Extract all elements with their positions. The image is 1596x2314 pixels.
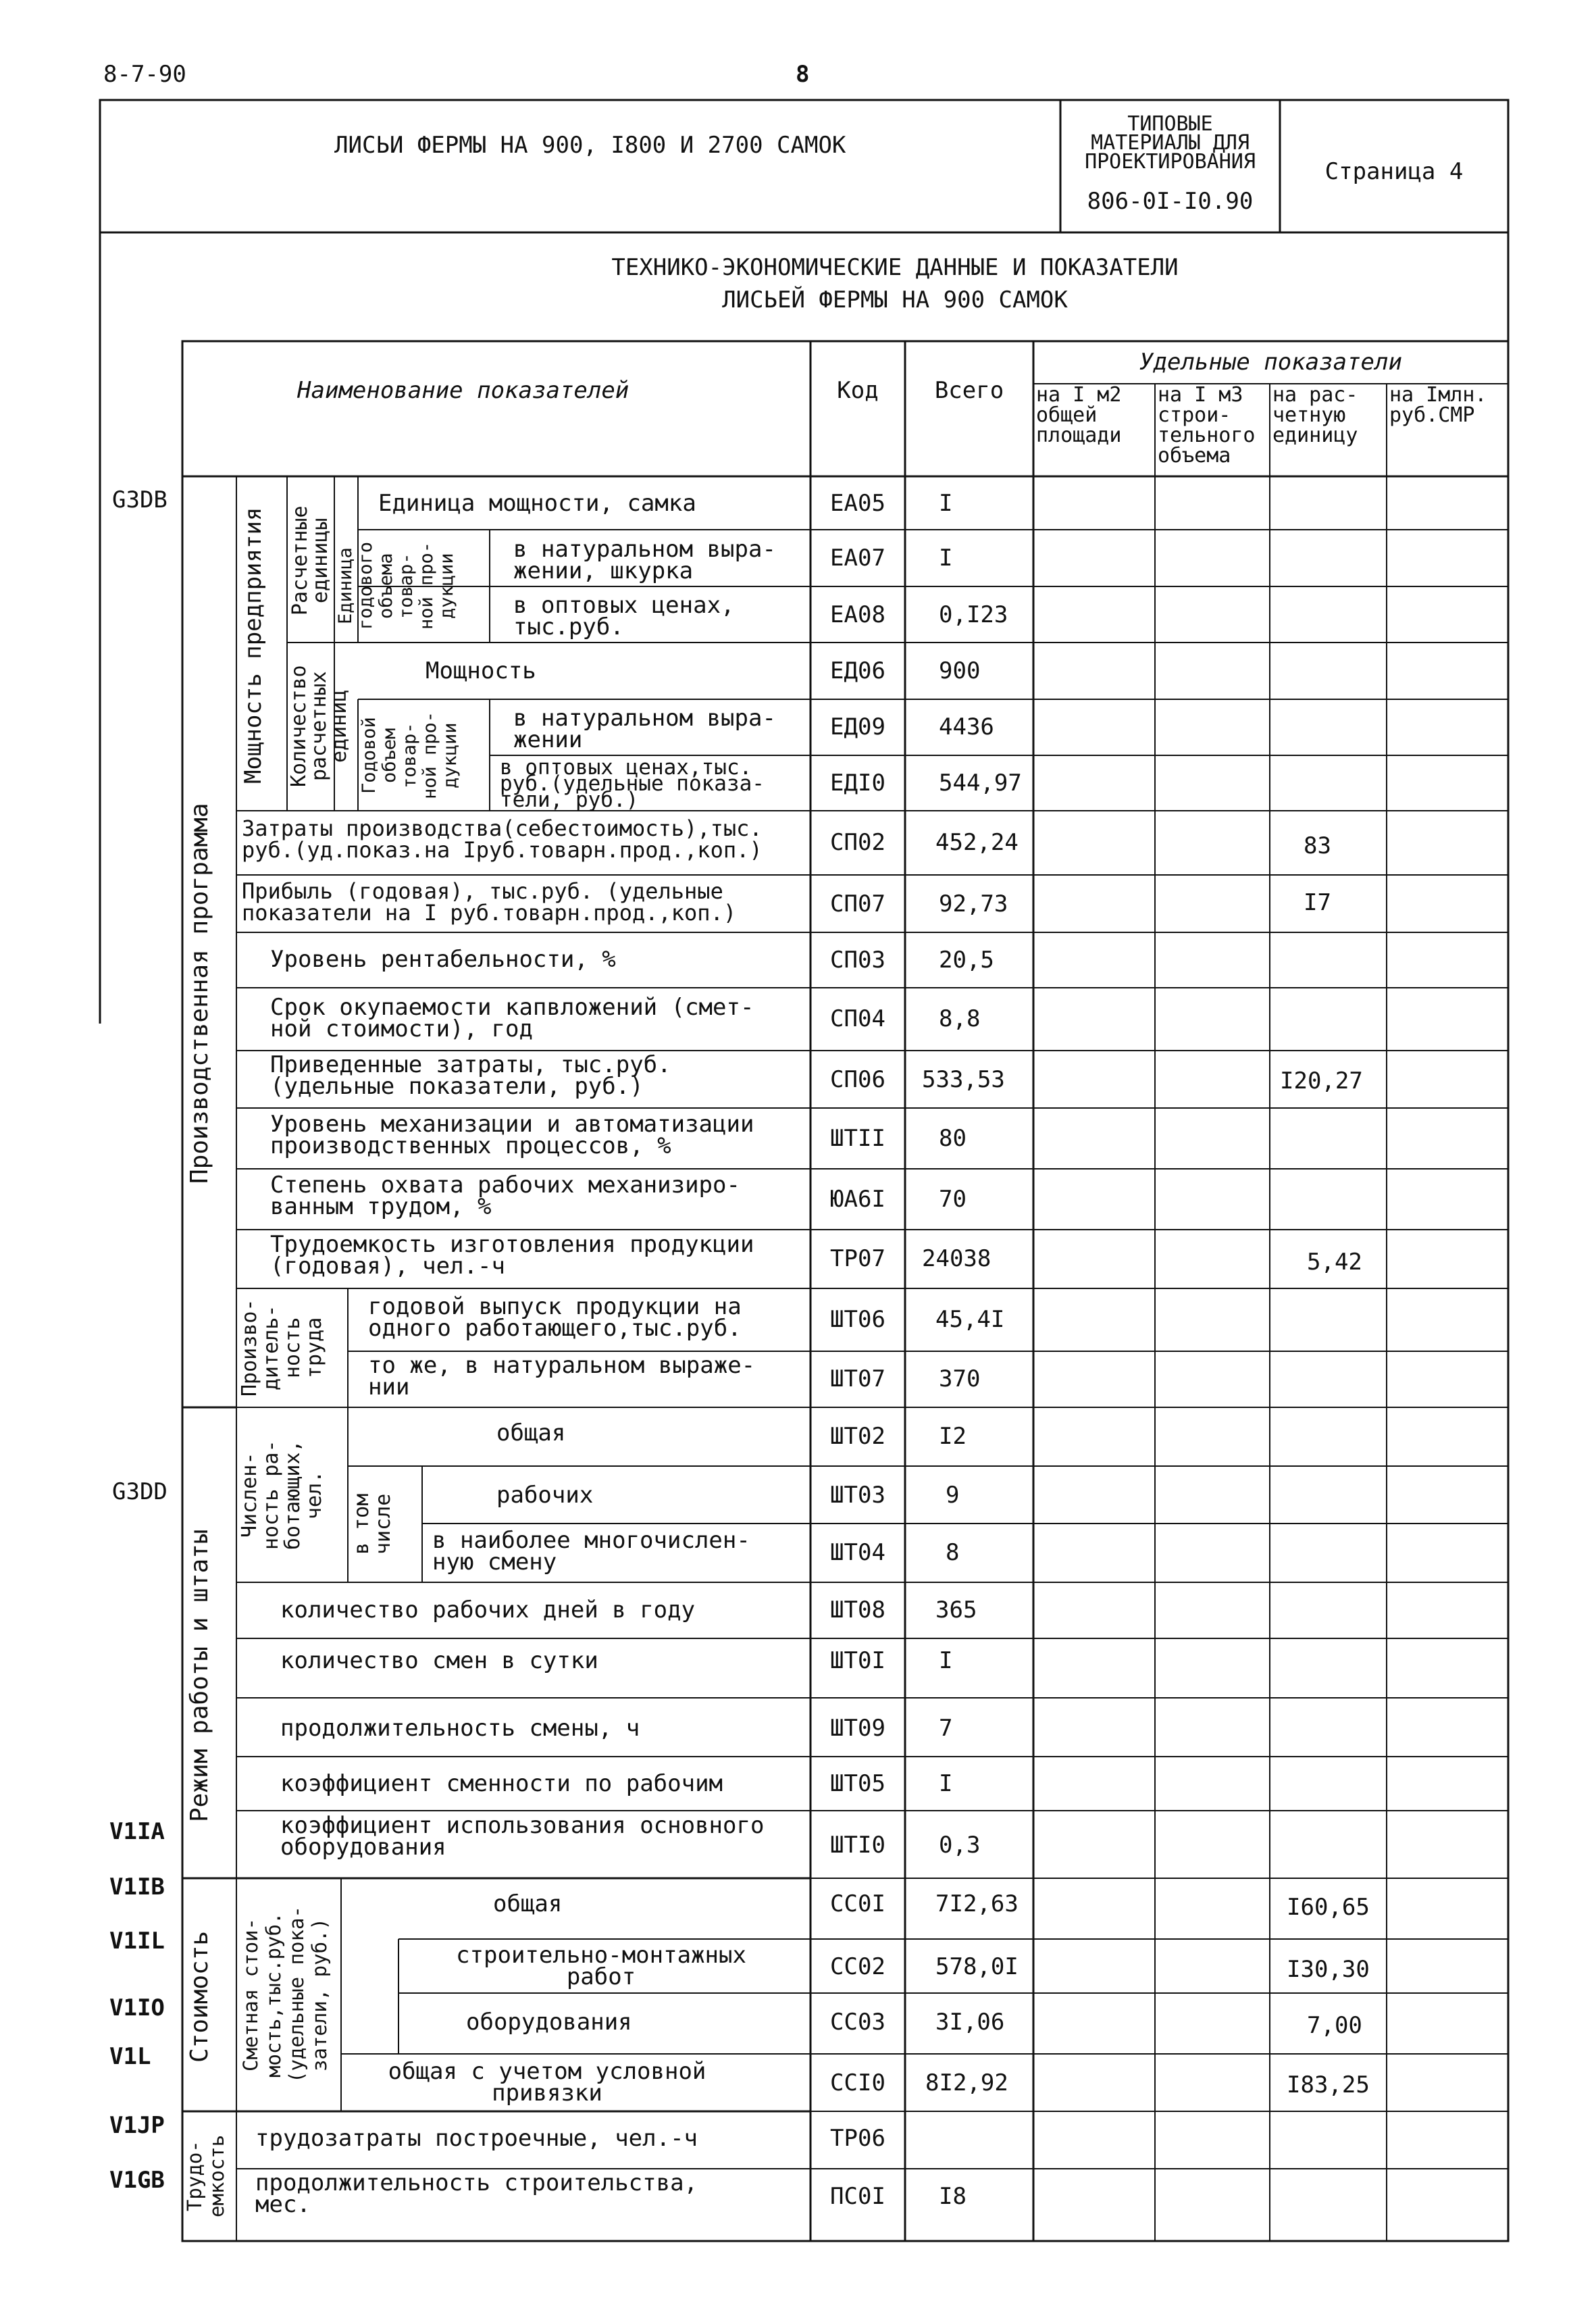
row-code: СП03	[830, 947, 885, 974]
col-header-code: Код	[837, 377, 879, 404]
row-code: ЕА07	[830, 545, 885, 572]
row-label: в оптовых ценах, тыс.руб.	[513, 592, 735, 640]
row-label: общая с учетом условной привязки	[388, 2058, 706, 2107]
col-header-specific: Удельные показатели	[1139, 349, 1402, 376]
group-regime: Режим работы и штаты	[186, 1529, 213, 1822]
side-code: V1IL	[109, 1928, 165, 1955]
row-label: оборудования	[466, 2009, 632, 2036]
row-total: 365	[935, 1596, 977, 1624]
row-code: СС0I	[830, 1890, 885, 1917]
row-code: СП02	[830, 829, 885, 856]
row-total: 7	[939, 1715, 953, 1742]
row-label: общая	[493, 1890, 563, 1917]
row-label: Уровень рентабельности, %	[270, 946, 616, 973]
row-code: ТР07	[830, 1245, 885, 1272]
side-code: V1JP	[109, 2112, 165, 2139]
row-total: I	[939, 490, 953, 517]
row-code: ССI0	[830, 2069, 885, 2096]
group-incl: в том числе	[350, 1493, 395, 1555]
row-label: общая	[496, 1419, 566, 1447]
document-title: ЛИСЬИ ФЕРМЫ НА 900, I800 И 2700 САМОК	[334, 132, 846, 159]
row-label: строительно-монтажных работ	[456, 1942, 746, 1990]
row-code: СП06	[830, 1066, 885, 1093]
row-per-unit: I7	[1304, 889, 1331, 916]
row-total: I2	[939, 1423, 967, 1450]
row-per-unit: 7,00	[1307, 2012, 1362, 2039]
group-labor: Трудо- емкость	[183, 2134, 228, 2218]
section-heading: ТЕХНИКО-ЭКОНОМИЧЕСКИЕ ДАННЫЕ И ПОКАЗАТЕЛИ	[611, 254, 1179, 281]
row-code: СП07	[830, 890, 885, 917]
row-total: 70	[939, 1186, 967, 1213]
side-code: V1GB	[109, 2167, 165, 2194]
row-label: Степень охвата рабочих механизиро- ванным трудом, %	[270, 1172, 740, 1220]
row-code: ШТ06	[830, 1306, 885, 1333]
row-label: в наиболее многочислен- ную смену	[432, 1527, 750, 1576]
row-label: продолжительность строительства, мес.	[255, 2169, 698, 2218]
group-estimated: Сметная стои- мость,тыс.руб. (удельные пока- затели, руб.)	[239, 1906, 331, 2084]
row-total: 8	[946, 1539, 960, 1566]
row-label: Прибыль (годовая), тыс.руб. (удельные показатели на I руб.товарн.прод.,коп.)	[242, 878, 737, 926]
row-per-unit: I83,25	[1287, 2071, 1370, 2098]
row-total: 8I2,92	[925, 2069, 1008, 2096]
row-code: ПС0I	[830, 2183, 885, 2210]
row-label: Приведенные затраты, тыс.руб. (удельные показатели, руб.)	[270, 1051, 671, 1100]
group-unit-annual: Единица годового объема товар- ной про- дукции	[335, 541, 457, 630]
row-total: 0,3	[939, 1832, 981, 1859]
row-total: 544,97	[939, 770, 1022, 797]
side-code: G3DD	[112, 1478, 168, 1505]
group-productivity: Произво- дитель- ность труда	[238, 1299, 326, 1397]
row-label: то же, в натуральном выраже- нии	[368, 1352, 756, 1401]
row-per-unit: I20,27	[1280, 1067, 1363, 1095]
group-annual-volume: Годовой объем товар- ной про- дукции	[359, 711, 461, 800]
row-code: ЕД09	[830, 713, 885, 740]
side-code: V1IA	[109, 1818, 165, 1845]
row-total: 578,0I	[935, 1953, 1019, 1980]
stamp-line-3: ПРОЕКТИРОВАНИЯ	[1085, 150, 1256, 174]
group-count-calc-units: Количество расчетных единиц	[287, 665, 351, 788]
col-header-per-m2: на I м2 общей площади	[1036, 383, 1122, 447]
row-per-unit: I60,65	[1287, 1894, 1370, 1921]
row-total: 900	[939, 657, 981, 684]
group-workers: Числен- ность ра- ботающих, чел.	[238, 1440, 326, 1551]
row-code: ЕДI0	[830, 770, 885, 797]
row-total: 7I2,63	[935, 1890, 1019, 1917]
row-code: ЕД06	[830, 657, 885, 684]
row-per-unit: 5,42	[1307, 1249, 1362, 1276]
col-header-name: Наименование показателей	[297, 377, 629, 404]
row-label: количество рабочих дней в году	[280, 1596, 696, 1624]
row-code: ШТ04	[830, 1539, 885, 1566]
row-label: количество смен в сутки	[280, 1647, 598, 1674]
row-label: продолжительность смены, ч	[280, 1715, 640, 1742]
row-total: 0,I23	[939, 601, 1008, 628]
row-total: 80	[939, 1125, 967, 1152]
row-code: СП04	[830, 1005, 885, 1032]
row-per-unit: I30,30	[1287, 1956, 1370, 1983]
row-label: Затраты производства(себестоимость),тыс. руб.(уд.показ.на Iруб.товарн.прод.,коп.)	[242, 815, 763, 863]
row-label: коэффициент сменности по рабочим	[280, 1770, 723, 1797]
side-code: G3DB	[112, 486, 168, 513]
row-code: ШТ09	[830, 1715, 885, 1742]
row-label: Уровень механизации и автоматизации производственных процессов, %	[270, 1111, 754, 1159]
row-code: ШТ08	[830, 1596, 885, 1624]
document-reference: 8-7-90	[103, 61, 186, 88]
row-total: 92,73	[939, 890, 1008, 917]
row-total: I	[939, 545, 953, 572]
col-header-per-unit: на рас- четную единицу	[1272, 383, 1358, 447]
stamp-line-1: ТИПОВЫЕ	[1127, 112, 1213, 136]
row-label: Трудоемкость изготовления продукции (годовая), чел.-ч	[270, 1231, 754, 1280]
row-total: 45,4I	[935, 1306, 1005, 1333]
page-number: 8	[796, 61, 810, 88]
row-code: ЕА05	[830, 490, 885, 517]
row-total: 20,5	[939, 947, 994, 974]
group-cost: Стоимость	[186, 1930, 213, 2063]
row-code: ЮА6I	[830, 1186, 885, 1213]
row-label: трудозатраты построечные, чел.-ч	[255, 2125, 698, 2152]
row-label: в натуральном выра- жении	[513, 705, 776, 753]
group-calc-units: Расчетные единицы	[288, 505, 332, 616]
row-code: ШТ05	[830, 1770, 885, 1797]
col-header-per-mln: на Iмлн. руб.СМР	[1389, 383, 1487, 427]
side-code: V1IB	[109, 1873, 165, 1901]
row-code: ШТ03	[830, 1482, 885, 1509]
side-code: V1IO	[109, 1994, 165, 2021]
row-label: в натуральном выра- жении, шкурка	[513, 536, 776, 584]
row-total: I8	[939, 2183, 967, 2210]
row-label: Мощность	[426, 657, 536, 684]
stamp-line-2: МАТЕРИАЛЫ ДЛЯ	[1091, 131, 1250, 155]
row-total: 3I,06	[935, 2009, 1005, 2036]
row-label: коэффициент использования основного оборудования	[280, 1812, 765, 1861]
row-code: СС03	[830, 2009, 885, 2036]
row-total: 533,53	[922, 1066, 1005, 1093]
col-header-per-m3: на I м3 строи- тельного объема	[1158, 383, 1256, 468]
group-production: Производственная программа	[186, 803, 213, 1184]
row-code: ШТ02	[830, 1423, 885, 1450]
row-total: 8,8	[939, 1005, 981, 1032]
row-per-unit: 83	[1304, 832, 1331, 859]
row-total: 9	[946, 1482, 960, 1509]
row-code: ШТII	[830, 1125, 885, 1152]
row-total: 4436	[939, 713, 994, 740]
stamp-code: 806-0I-I0.90	[1087, 188, 1254, 215]
row-label: Срок окупаемости капвложений (смет- ной стоимости), год	[270, 994, 754, 1042]
row-code: ШТ07	[830, 1365, 885, 1392]
row-label: Единица мощности, самка	[378, 490, 696, 517]
row-code: ШТI0	[830, 1832, 885, 1859]
side-code: V1L	[109, 2043, 151, 2070]
row-code: ЕА08	[830, 601, 885, 628]
section-subheading: ЛИСЬЕЙ ФЕРМЫ НА 900 САМОК	[722, 286, 1068, 313]
row-total: 370	[939, 1365, 981, 1392]
group-capacity: Мощность предприятия	[240, 507, 267, 784]
row-total: 24038	[922, 1245, 992, 1272]
row-label: рабочих	[496, 1482, 594, 1509]
row-total: I	[939, 1647, 953, 1674]
row-code: ШТ0I	[830, 1647, 885, 1674]
row-total: 452,24	[935, 829, 1019, 856]
row-code: ТР06	[830, 2125, 885, 2152]
col-header-total: Всего	[934, 377, 1004, 404]
row-code: СС02	[830, 1953, 885, 1980]
row-total: I	[939, 1770, 953, 1797]
row-label: в оптовых ценах,тыс. руб.(удельные показа- тели, руб.)	[500, 755, 765, 812]
sheet-label: Страница 4	[1324, 158, 1464, 185]
row-label: годовой выпуск продукции на одного работающего,тыс.руб.	[368, 1293, 742, 1342]
